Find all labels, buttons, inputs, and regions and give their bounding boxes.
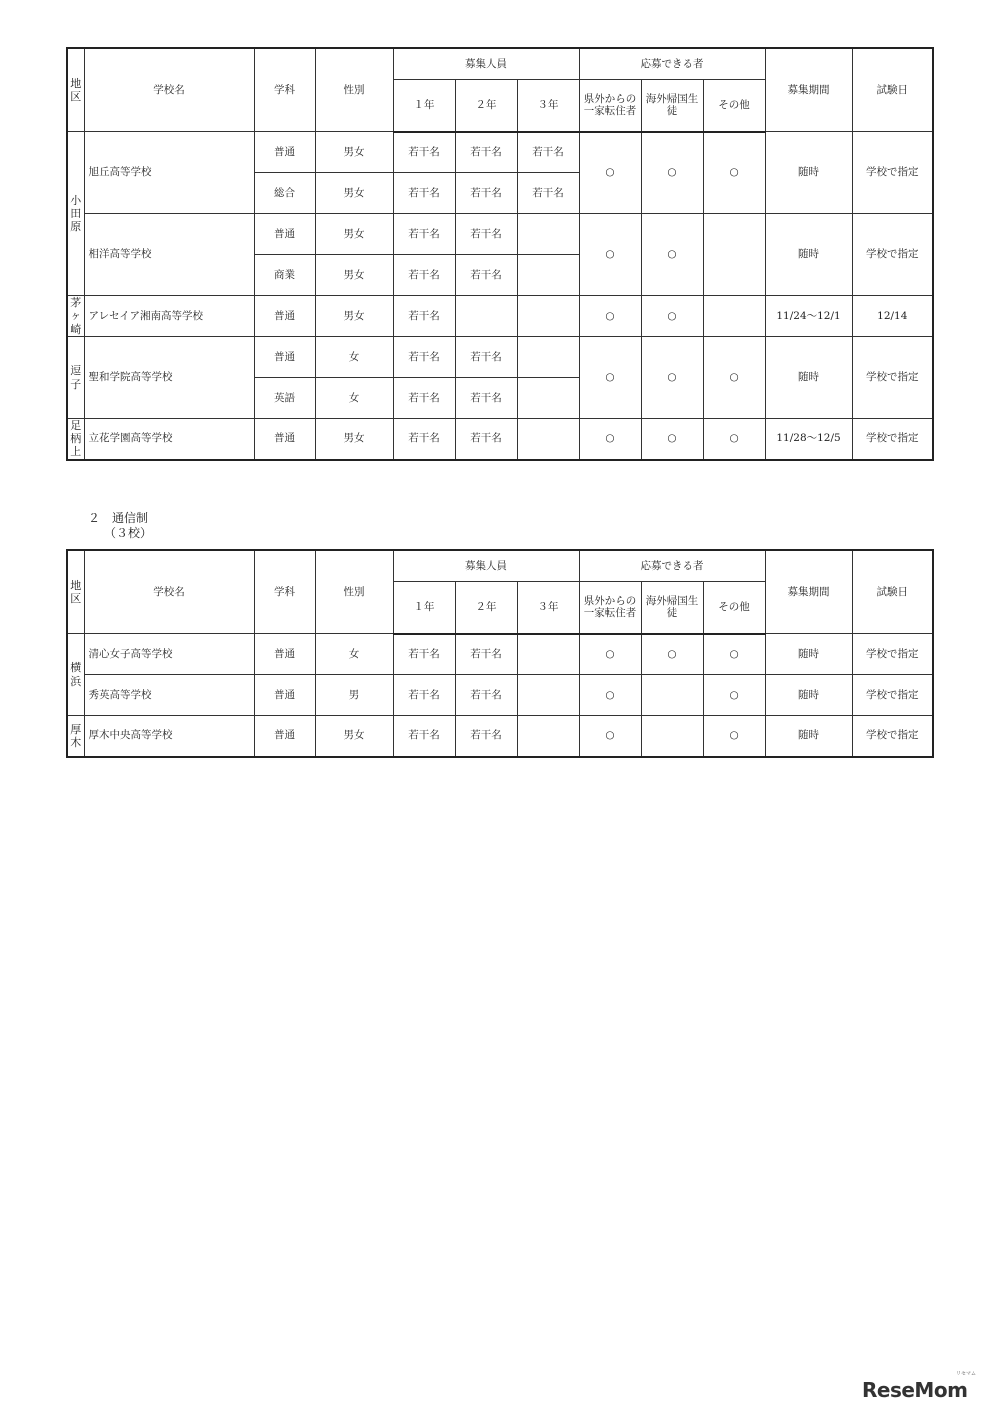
gender-cell: 男: [315, 675, 393, 716]
header-year3: ３年: [517, 80, 579, 132]
header-school: 学校名: [84, 550, 254, 634]
exam-cell: 学校で指定: [852, 419, 933, 460]
course-cell: 普通: [254, 337, 315, 378]
year1-cell: 若干名: [393, 716, 455, 757]
gender-cell: 男女: [315, 132, 393, 173]
returnee-cell: ○: [641, 634, 703, 675]
period-cell: 随時: [765, 716, 852, 757]
year3-cell: [517, 716, 579, 757]
table-row: [67, 675, 933, 716]
year2-cell: 若干名: [455, 378, 517, 419]
other-cell: [703, 296, 765, 337]
year1-cell: 若干名: [393, 634, 455, 675]
school-name: アレセイア湘南高等学校: [84, 296, 254, 337]
year1-cell: 若干名: [393, 255, 455, 296]
year3-cell: [517, 255, 579, 296]
header-course: 学科: [254, 48, 315, 132]
year1-cell: 若干名: [393, 214, 455, 255]
header-year2: ２年: [455, 582, 517, 634]
table-row: [67, 337, 933, 378]
gender-cell: 男女: [315, 173, 393, 214]
watermark-kana: リセマム: [956, 1371, 976, 1377]
district-cell: 足柄上: [67, 419, 84, 460]
gender-cell: 男女: [315, 255, 393, 296]
period-cell: 11/24〜12/1: [765, 296, 852, 337]
year3-cell: [517, 296, 579, 337]
header-exam: 試験日: [852, 550, 933, 634]
table-row: [67, 132, 933, 173]
transfer-cell: ○: [579, 634, 641, 675]
school-name: 旭丘高等学校: [84, 132, 254, 214]
header-period: 募集期間: [765, 48, 852, 132]
header-other: その他: [703, 582, 765, 634]
exam-cell: 12/14: [852, 296, 933, 337]
course-cell: 商業: [254, 255, 315, 296]
year1-cell: 若干名: [393, 337, 455, 378]
transfer-cell: ○: [579, 337, 641, 419]
header-transfer: 県外からの一家転住者: [579, 80, 641, 132]
year1-cell: 若干名: [393, 173, 455, 214]
year1-cell: 若干名: [393, 419, 455, 460]
gender-cell: 男女: [315, 214, 393, 255]
other-cell: ○: [703, 675, 765, 716]
course-cell: 普通: [254, 214, 315, 255]
header-eligible: 応募できる者: [579, 550, 765, 582]
transfer-cell: ○: [579, 214, 641, 296]
transfer-cell: ○: [579, 419, 641, 460]
period-cell: 11/28〜12/5: [765, 419, 852, 460]
header-gender: 性別: [315, 550, 393, 634]
course-cell: 普通: [254, 132, 315, 173]
course-cell: 普通: [254, 716, 315, 757]
year2-cell: 若干名: [455, 419, 517, 460]
header-eligible: 応募できる者: [579, 48, 765, 80]
school-name: 秀英高等学校: [84, 675, 254, 716]
transfer-cell: ○: [579, 675, 641, 716]
year1-cell: 若干名: [393, 132, 455, 173]
header-period: 募集期間: [765, 550, 852, 634]
recruitment-table-2: [66, 549, 934, 758]
exam-cell: 学校で指定: [852, 132, 933, 214]
year3-cell: 若干名: [517, 173, 579, 214]
district-cell: 横浜: [67, 634, 84, 716]
year2-cell: 若干名: [455, 214, 517, 255]
header-quota: 募集人員: [393, 550, 579, 582]
table-row: [67, 419, 933, 460]
exam-cell: 学校で指定: [852, 716, 933, 757]
period-cell: 随時: [765, 634, 852, 675]
year2-cell: 若干名: [455, 255, 517, 296]
year3-cell: [517, 214, 579, 255]
header-quota: 募集人員: [393, 48, 579, 80]
gender-cell: 女: [315, 337, 393, 378]
exam-cell: 学校で指定: [852, 214, 933, 296]
header-school: 学校名: [84, 48, 254, 132]
district-cell: 小田原: [67, 132, 84, 296]
transfer-cell: ○: [579, 716, 641, 757]
year1-cell: 若干名: [393, 675, 455, 716]
gender-cell: 女: [315, 634, 393, 675]
header-year1: １年: [393, 582, 455, 634]
header-returnee: 海外帰国生徒: [641, 80, 703, 132]
course-cell: 普通: [254, 419, 315, 460]
year2-cell: 若干名: [455, 716, 517, 757]
school-name: 清心女子高等学校: [84, 634, 254, 675]
header-year1: １年: [393, 80, 455, 132]
year1-cell: 若干名: [393, 296, 455, 337]
year2-cell: 若干名: [455, 634, 517, 675]
other-cell: ○: [703, 337, 765, 419]
year2-cell: 若干名: [455, 173, 517, 214]
header-other: その他: [703, 80, 765, 132]
year2-cell: 若干名: [455, 337, 517, 378]
other-cell: ○: [703, 132, 765, 214]
table-row: [67, 716, 933, 757]
year3-cell: 若干名: [517, 132, 579, 173]
gender-cell: 男女: [315, 419, 393, 460]
school-name: 相洋高等学校: [84, 214, 254, 296]
year2-cell: 若干名: [455, 675, 517, 716]
district-cell: 逗子: [67, 337, 84, 419]
period-cell: 随時: [765, 132, 852, 214]
table-row: [67, 214, 933, 255]
year2-cell: [455, 296, 517, 337]
course-cell: 英語: [254, 378, 315, 419]
period-cell: 随時: [765, 214, 852, 296]
district-cell: 厚木: [67, 716, 84, 757]
recruitment-table-1: [66, 47, 934, 461]
returnee-cell: ○: [641, 296, 703, 337]
transfer-cell: ○: [579, 296, 641, 337]
returnee-cell: ○: [641, 419, 703, 460]
section-subtitle: （３校）: [104, 526, 153, 540]
year3-cell: [517, 419, 579, 460]
returnee-cell: ○: [641, 214, 703, 296]
exam-cell: 学校で指定: [852, 337, 933, 419]
year2-cell: 若干名: [455, 132, 517, 173]
gender-cell: 女: [315, 378, 393, 419]
header-district: 地区: [67, 48, 84, 132]
resemom-logo: ReseMom: [862, 1378, 968, 1402]
district-cell: 茅ヶ崎: [67, 296, 84, 337]
header-exam: 試験日: [852, 48, 933, 132]
course-cell: 普通: [254, 634, 315, 675]
gender-cell: 男女: [315, 296, 393, 337]
school-name: 厚木中央高等学校: [84, 716, 254, 757]
returnee-cell: ○: [641, 132, 703, 214]
gender-cell: 男女: [315, 716, 393, 757]
year3-cell: [517, 337, 579, 378]
returnee-cell: [641, 675, 703, 716]
exam-cell: 学校で指定: [852, 675, 933, 716]
header-transfer: 県外からの一家転住者: [579, 582, 641, 634]
table-row: [67, 634, 933, 675]
period-cell: 随時: [765, 337, 852, 419]
other-cell: [703, 214, 765, 296]
other-cell: ○: [703, 419, 765, 460]
other-cell: ○: [703, 716, 765, 757]
year3-cell: [517, 634, 579, 675]
exam-cell: 学校で指定: [852, 634, 933, 675]
year3-cell: [517, 378, 579, 419]
header-district: 地区: [67, 550, 84, 634]
other-cell: ○: [703, 634, 765, 675]
returnee-cell: [641, 716, 703, 757]
course-cell: 普通: [254, 296, 315, 337]
header-year3: ３年: [517, 582, 579, 634]
header-gender: 性別: [315, 48, 393, 132]
year1-cell: 若干名: [393, 378, 455, 419]
table-row: [67, 296, 933, 337]
school-name: 聖和学院高等学校: [84, 337, 254, 419]
school-name: 立花学園高等学校: [84, 419, 254, 460]
header-year2: ２年: [455, 80, 517, 132]
section-title: ２ 通信制: [88, 511, 149, 525]
period-cell: 随時: [765, 675, 852, 716]
transfer-cell: ○: [579, 132, 641, 214]
header-returnee: 海外帰国生徒: [641, 582, 703, 634]
header-course: 学科: [254, 550, 315, 634]
year3-cell: [517, 675, 579, 716]
course-cell: 総合: [254, 173, 315, 214]
course-cell: 普通: [254, 675, 315, 716]
returnee-cell: ○: [641, 337, 703, 419]
